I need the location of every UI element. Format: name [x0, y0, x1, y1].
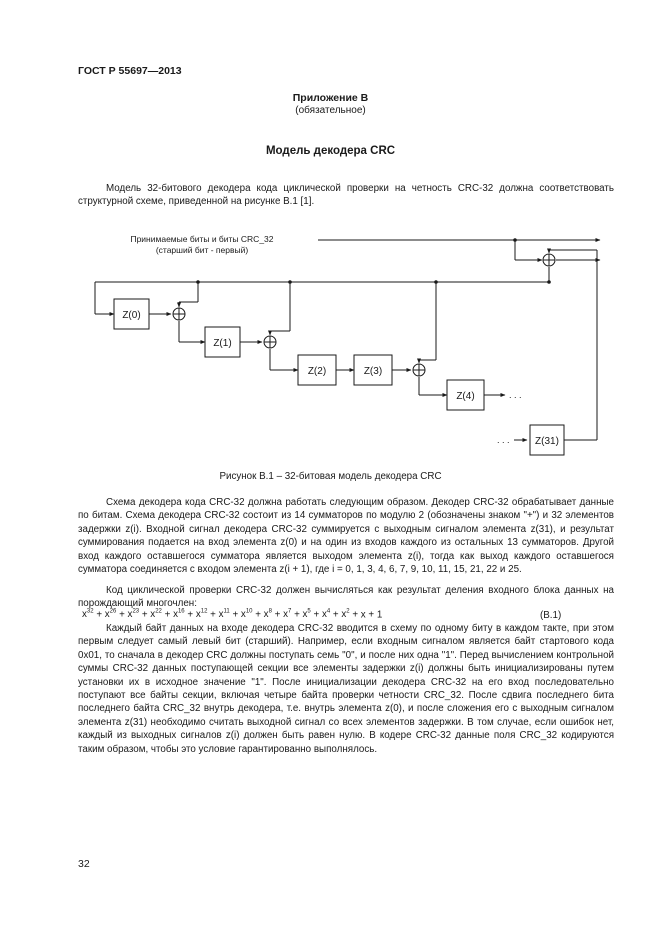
formula-term: $x^{32}$ — [82, 609, 94, 621]
document-header: ГОСТ Р 55697—2013 — [78, 65, 182, 77]
register-z3: Z(3) — [363, 366, 383, 377]
formula-term: $x^4$ — [321, 609, 331, 621]
register-z2: Z(2) — [307, 366, 327, 377]
formula-term: $x^{26}$ — [104, 609, 117, 621]
register-z31: Z(31) — [535, 436, 559, 447]
equation-number: (В.1) — [540, 610, 562, 621]
paragraph-3: Каждый байт данных на входе декодера CRC-32 вводится в схему по одному биту в каждом такте, при этом первым следует самый левый бит (старший). Например, если входным сигналом является байт стартового кода 0x01, то сначала в декодер CRC должны поступать семь "0", и после них одна "1". Перед вычислением контрольной суммы CRC-32 данных поступающей секции все элементы задержки z(i) должны быть инициализированы путем установки их в исходное значение "1". После инициализации декодера CRC-32 на его вход последовательно поступают все байты секции, включая четыре байта проверки четности CRC_32. После сдвига последнего бита последнего байта CRC_32 внутрь декодера, т.е. внутрь элемента z(0), и после сложения его с выходным сигналом элемента z(31) необходимо считать выходной сигнал со всех элементов задержки. В том случае, если ошибок нет, каждый из выходных сигналов z(i) должен быть равен нулю. В кодере CRC-32 данные поля CRC_32 кодируются таким образом, чтобы это условие гарантированно выполнялось. — [78, 623, 614, 755]
formula-term: $x^{11}$ — [218, 609, 230, 621]
ellipsis-upper: . . . — [509, 390, 522, 400]
appendix-subtitle: (обязательное) — [295, 105, 366, 116]
intro-paragraph: Модель 32-битового декодера кода циклической проверки на четность CRC-32 должна соответствовать структурной схеме, приведенной на рисунке В.1 [1]. — [78, 183, 614, 208]
adder-top — [543, 254, 555, 266]
formula-term: $x^{16}$ — [173, 609, 185, 621]
adder-2 — [264, 336, 276, 348]
register-z1: Z(1) — [213, 338, 232, 349]
formula-term: 1 — [376, 609, 383, 621]
paragraph-1: Схема декодера кода CRC-32 должна работать следующим образом. Декодер CRC-32 обрабатывает данные по битам. Схема декодера CRC-32 состоит из 14 сумматоров по модулю 2 (обозначены знаком "+") и 32 элементов задержки z(i). Входной сигнал декодера CRC-32 суммируется с выходным сигналом элемента z(31), и результат суммирования подается на вход элемента z(0) и на один из входов каждого из остальных 13 сумматоров. Другой вход каждого оставшегося сумматора является выходом элемента z(i), тогда как выход каждого оставшегося сумматора соединяется с входом элемента z(i + 1), где i = 0, 1, 3, 4, 6, 7, 9, 10, 11, 15, 21, 22 и 25. — [78, 497, 614, 576]
register-z4: Z(4) — [456, 391, 475, 402]
formula-term: $x^{22}$ — [150, 609, 162, 621]
formula-term: $x^2$ — [341, 609, 350, 621]
input-label-line1: Принимаемые биты и биты CRC_32 — [130, 234, 274, 244]
formula-term: $x^{10}$ — [240, 609, 253, 621]
adder-3 — [413, 364, 425, 376]
figure-caption: Рисунок В.1 – 32-битовая модель декодера CRC — [219, 471, 442, 482]
register-z0: Z(0) — [122, 310, 141, 321]
formula-term: $x^7$ — [283, 609, 292, 621]
formula-term: x — [360, 609, 366, 621]
formula-term: $x^{12}$ — [195, 609, 208, 621]
formula-terms: $x^{32} + x^{26} + x^{23} + x^{22} + x^{16} + x^{12} + x^{11} + x^{10} + x^8 + x^7 + x^5 + x^4 + x^2 + x + 1$ — [82, 609, 383, 621]
formula-term: $x^{23}$ — [127, 609, 140, 621]
ellipsis-lower: . . . — [497, 435, 510, 445]
paragraph-2: Код циклической проверки CRC-32 должен вычисляться как результат деления входного блока данных на порождающий многочлен: — [78, 585, 614, 610]
appendix-title: Приложение В — [292, 92, 369, 104]
crc-decoder-diagram — [0, 225, 661, 465]
adder-1 — [173, 308, 185, 320]
formula-term: $x^5$ — [302, 609, 311, 621]
section-title: Модель декодера CRC — [265, 145, 396, 157]
formula-term: $x^8$ — [263, 609, 272, 621]
input-label-line2: (старший бит - первый) — [155, 245, 249, 255]
page-number: 32 — [78, 858, 90, 870]
